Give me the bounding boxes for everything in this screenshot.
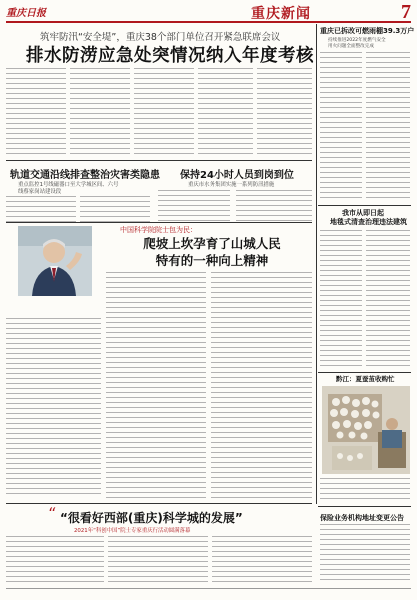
feature-body-col-1 xyxy=(6,318,101,498)
newspaper-logo: 重庆日报 xyxy=(6,8,46,19)
portrait-photo xyxy=(18,226,92,296)
lead-body-col-1 xyxy=(6,68,66,158)
feature-body-col-3 xyxy=(211,272,312,498)
story-power-sub: 重庆市水务集团实施一系列防汛措施 xyxy=(188,182,275,188)
sidebar-mid-title-1: 我市从即日起 xyxy=(342,209,384,217)
feature-body-col-2 xyxy=(106,272,206,498)
sidebar-top-body-1 xyxy=(320,52,362,202)
feature-kicker: 中国科学院院士包为民： xyxy=(120,226,197,234)
masthead xyxy=(6,3,411,23)
bottom-body-col-3 xyxy=(212,536,312,584)
lead-kicker: 筑牢防汛“安全堤”，重庆38个部门单位召开紧急联席会议 xyxy=(40,32,281,43)
story-flood-body-2 xyxy=(80,196,150,224)
feature-headline-line-2: 特有的一种向上精神 xyxy=(155,253,269,268)
page-number: 7 xyxy=(401,1,411,23)
lead-body-col-4 xyxy=(198,68,253,158)
story-flood-title: 轨道交通沿线排查整治灾害类隐患 xyxy=(10,170,160,181)
story-flood-sub-2: 线蔡家岗站建设段 xyxy=(18,189,62,195)
story-power-body-1 xyxy=(158,190,230,224)
sidebar-top-sub-1: 持续推进2022年度燃气安全 xyxy=(328,38,386,43)
portrait-caption xyxy=(18,298,92,314)
story-power-title: 保持24小时人员到岗到位 xyxy=(180,170,294,181)
story-power-body-2 xyxy=(236,190,312,224)
sidebar-top-sub-2: 用火问题全面整改完成 xyxy=(328,44,374,49)
lead-body-col-3 xyxy=(134,68,194,158)
sidebar-photo-caption xyxy=(320,478,410,503)
lead-headline: 排水防涝应急处突情况纳入年度考核 xyxy=(26,46,314,66)
story-flood-body-1 xyxy=(6,196,76,224)
divider xyxy=(318,506,411,507)
divider xyxy=(6,222,312,223)
column-rule xyxy=(316,24,317,504)
ad-title: 保险业务机构地址变更公告 xyxy=(320,514,404,522)
lead-body-col-5 xyxy=(257,68,312,158)
section-title: 重庆新闻 xyxy=(251,6,311,22)
bottom-body-col-1 xyxy=(6,536,104,584)
divider xyxy=(6,160,312,161)
bottom-subhead: 2021年“科创中国”院士专家重庆行活动圆满落幕 xyxy=(74,528,191,534)
sidebar-photo-title: 黔江：夏蚕茧收购忙 xyxy=(336,375,395,383)
sidebar-mid-body-1 xyxy=(320,230,362,370)
feature-headline-line-1: 爬坡上坎孕育了山城人民 xyxy=(143,236,281,251)
sidebar-top-title: 重庆已拆改可燃雨棚39.3万户 xyxy=(320,27,415,35)
sidebar-mid-body-2 xyxy=(366,230,410,370)
ad-body xyxy=(320,524,410,584)
quote-open-icon: “ xyxy=(48,504,57,523)
page-footer xyxy=(6,588,411,598)
story-flood-sub-1: 重点监控1号线磁器口至大学城区间、六号 xyxy=(18,182,119,188)
divider xyxy=(318,372,411,373)
cocoon-photo xyxy=(322,386,410,474)
divider xyxy=(318,205,411,206)
bottom-headline: “很看好西部(重庆)科学城的发展” xyxy=(60,511,243,525)
feature-headline xyxy=(112,235,312,269)
sidebar-top-body-2 xyxy=(366,52,410,202)
sidebar-mid-title-2: 地毯式清查治理违法建筑 xyxy=(330,218,407,226)
bottom-body-col-2 xyxy=(108,536,208,584)
lead-body-col-2 xyxy=(70,68,130,158)
